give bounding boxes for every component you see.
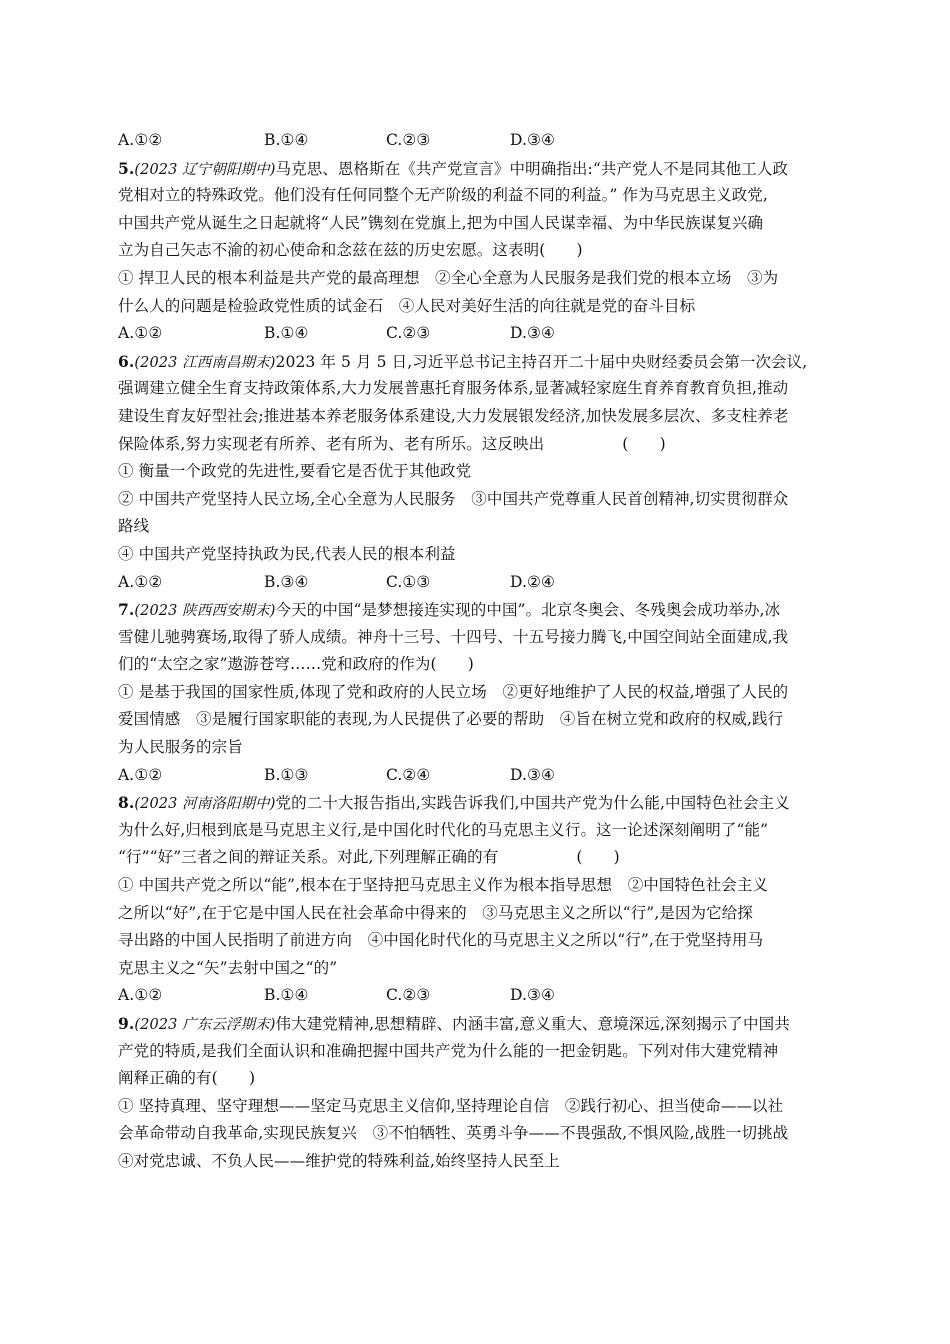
text-line: 为什么好,归根到底是马克思主义行,是中国化时代化的马克思主义行。这一论述深刻阐明了“能” [118,820,769,839]
question-number: 8. [118,793,135,813]
question-stem [118,789,830,817]
text-line: 什么人的问题是检验政党性质的试金石 ④人民对美好生活的向往就是党的奋斗目标 [118,296,696,315]
answer-options [118,982,830,1010]
text-line: 雪健儿驰骋赛场,取得了骄人成绩。神舟十三号、十四号、十五号接力腾飞,中国空间站全面建成,我 [118,627,789,646]
answer-option: A.①② [118,986,163,1005]
question-text: 2023 年 5 月 5 日,习近平总书记主持召开二十届中央财经委员会第一次会议, [275,352,808,371]
text-line: ① 中国共产党之所以“能”,根本在于坚持把马克思主义作为根本指导思想 ②中国特色社会主义 [118,876,769,895]
answer-options [118,569,830,597]
answer-options [118,127,830,155]
text-line: 会革命带动自我革命,实现民族复兴 ③不怕牺牲、英勇斗争——不畏强敌,不惧风险,战胜一切挑战 [118,1124,789,1143]
text-line: ④对党忠诚、不负人民——维护党的特殊利益,始终坚持人民至上 [118,1151,560,1170]
answer-option: C.①③ [386,572,431,591]
text-line: 中国共产党从诞生之日起就将“人民”镌刻在党旗上,把为中国人民谋幸福、为中华民族谋复兴确 [118,213,764,232]
text-line: 爱国情感 ③是履行国家职能的表现,为人民提供了必要的帮助 ④旨在树立党和政府的权威,践行 [118,710,784,729]
answer-options [118,762,830,790]
text-line: 们的“太空之家”遨游苍穹……党和政府的作为( ) [118,655,474,674]
answer-option: B.①④ [264,324,309,343]
text-line: “行”“好”三者之间的辩证关系。对此,下列理解正确的有 ( ) [118,848,620,867]
text-line: 保险体系,努力实现老有所养、老有所为、老有所乐。这反映出 ( ) [118,434,666,453]
text-line: 为人民服务的宗旨 [118,738,243,757]
question-source: (2023 辽宁朝阳期中) [134,161,276,178]
answer-option: D.③④ [510,131,555,149]
text-line: 强调建立健全生育支持政策体系,大力发展普惠托育服务体系,显著减轻家庭生育养育教育负担,推动 [118,379,789,398]
answer-option: B.③④ [264,572,309,591]
answer-option: B.①④ [264,131,309,149]
text-line: ④ 中国共产党坚持执政为民,代表人民的根本利益 [118,544,456,563]
answer-option: C.②④ [386,765,431,784]
answer-option: D.③④ [510,986,555,1005]
text-line: 寻出路的中国人民指明了前进方向 ④中国化时代化的马克思主义之所以“行”,在于党坚持用马 [118,931,764,950]
text-line: ① 是基于我国的国家性质,体现了党和政府的人民立场 ②更好地维护了人民的权益,增强了人民的 [118,682,789,701]
text-line: ② 中国共产党坚持人民立场,全心全意为人民服务 ③中国共产党尊重人民首创精神,切实贯彻群众 [118,489,789,508]
answer-option: C.②③ [386,131,431,149]
exam-page [118,127,830,1176]
question-source: (2023 广东云浮期末) [134,1017,276,1033]
text-line: 产党的特质,是我们全面认识和准确把握中国共产党为什么能的一把金钥匙。下列对伟大建党精神 [118,1041,779,1060]
answer-option: D.③④ [510,765,555,784]
question-source: (2023 陕西西安期末) [134,603,276,620]
question-stem [118,596,830,624]
answer-option: A.①② [118,131,163,149]
question-text: 党的二十大报告指出,实践告诉我们,中国共产党为什么能,中国特色社会主义 [275,794,790,813]
question-stem [118,155,830,183]
text-line: ① 坚持真理、坚守理想——坚定马克思主义信仰,坚持理论自信 ②践行初心、担当使命——以社 [118,1096,784,1115]
answer-option: C.②③ [386,986,431,1005]
question-source: (2023 江西南昌期末) [134,354,276,371]
text-line: 建设生育友好型社会;推进基本养老服务体系建设,大力发展银发经济,加快发展多层次、多支柱养老 [118,406,789,425]
text-line: 之所以“好”,在于它是中国人民在社会革命中得来的 ③马克思主义之所以“行”,是因为它给探 [118,903,753,922]
answer-option: C.②③ [386,324,431,343]
answer-option: A.①② [118,765,163,784]
text-line: ① 捍卫人民的根本利益是共产党的最高理想 ②全心全意为人民服务是我们党的根本立场 ③为 [118,268,779,287]
answer-option: D.②④ [510,572,555,591]
text-line: 路线 [118,517,150,536]
answer-option: B.①③ [264,765,309,784]
answer-options [118,320,830,348]
question-number: 5. [118,158,135,178]
text-line: 阐释正确的有( ) [118,1069,256,1088]
question-source: (2023 河南洛阳期中) [134,796,276,813]
text-line: 党相对立的特殊政党。他们没有任何同整个无产阶级的利益不同的利益。” 作为马克思主义政党, [118,186,768,205]
question-number: 9. [118,1014,135,1033]
question-text: 伟大建党精神,思想精辟、内涵丰富,意义重大、意境深远,深刻揭示了中国共 [275,1015,790,1033]
question-number: 7. [118,600,135,620]
question-number: 6. [118,351,135,371]
question-stem [118,348,830,376]
answer-option: A.①② [118,572,163,591]
answer-option: D.③④ [510,324,555,343]
text-line: 克思主义之“矢”去射中国之“的” [118,958,338,977]
text-line: ① 衡量一个政党的先进性,要看它是否优于其他政党 [118,462,472,481]
answer-option: A.①② [118,324,163,343]
question-text: 今天的中国“是梦想接连实现的中国”。北京冬奥会、冬残奥会成功举办,冰 [275,601,781,620]
text-line: 立为自己矢志不渝的初心使命和念兹在兹的历史宏愿。这表明( ) [118,241,583,260]
question-stem [118,1010,830,1038]
question-text: 马克思、恩格斯在《共产党宣言》中明确指出:“共产党人不是同其他工人政 [275,159,789,178]
answer-option: B.①④ [264,986,309,1005]
